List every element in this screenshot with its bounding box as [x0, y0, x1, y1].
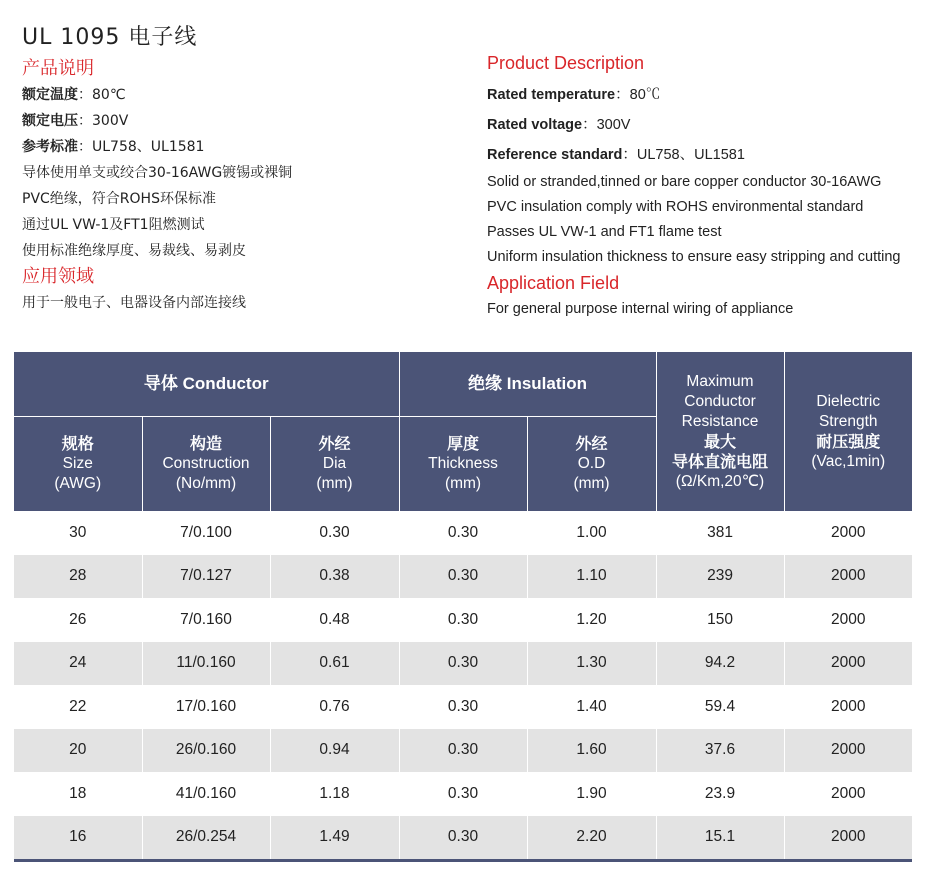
cell-construction: 26/0.160	[142, 729, 270, 773]
en-application-text: For general purpose internal wiring of appliance	[487, 301, 794, 317]
cn-rated-temp-label: 额定温度	[22, 87, 78, 103]
dielectric-header	[784, 352, 912, 511]
chinese-description	[22, 56, 462, 316]
table-row	[14, 598, 912, 642]
table-row	[14, 816, 912, 861]
cn-flame-test-line: 通过UL VW-1及FT1阻燃测试	[22, 217, 205, 233]
cell-size: 24	[14, 642, 142, 686]
en-rated-temp-label: Rated temperature	[487, 87, 616, 103]
en-rated-temp-value: ：80℃	[615, 87, 661, 103]
od-header	[527, 417, 656, 512]
table-row	[14, 642, 912, 686]
construction-header-unit: (No/mm)	[175, 475, 237, 492]
cell-od: 1.60	[527, 729, 656, 773]
cell-dia: 0.30	[270, 511, 399, 555]
max-res-line4: 最大	[704, 431, 737, 451]
cell-resistance: 239	[656, 555, 784, 599]
english-description	[487, 50, 927, 322]
cell-thickness: 0.30	[399, 772, 527, 816]
en-rated-voltage	[487, 110, 927, 140]
cn-description-heading: 产品说明	[22, 58, 94, 79]
en-insulation-line: PVC insulation comply with ROHS environmental standard	[487, 199, 864, 215]
construction-header-zh: 构造	[189, 434, 222, 453]
cell-thickness: 0.30	[399, 555, 527, 599]
size-header-en: Size	[62, 455, 93, 472]
cell-dielectric: 2000	[784, 816, 912, 861]
cell-od: 1.20	[527, 598, 656, 642]
cell-dielectric: 2000	[784, 511, 912, 555]
cell-construction: 7/0.127	[142, 555, 270, 599]
dia-header-en: Dia	[322, 455, 347, 472]
en-reference-value: ：UL758、UL1581	[622, 147, 745, 163]
size-header	[14, 417, 142, 512]
cn-reference-standard	[22, 134, 462, 160]
cell-dielectric: 2000	[784, 729, 912, 773]
table-row	[14, 772, 912, 816]
max-res-line5: 导体直流电阻	[672, 451, 769, 471]
dia-header-unit: (mm)	[316, 475, 353, 492]
conductor-group-header: 导体 Conductor	[14, 352, 399, 417]
thickness-header	[399, 417, 527, 512]
thickness-header-unit: (mm)	[444, 475, 482, 492]
cell-size: 28	[14, 555, 142, 599]
cell-size: 16	[14, 816, 142, 861]
cn-rated-voltage-label: 额定电压	[22, 113, 78, 129]
cell-construction: 26/0.254	[142, 816, 270, 861]
cell-dia: 0.76	[270, 685, 399, 729]
cell-thickness: 0.30	[399, 511, 527, 555]
size-header-unit: (AWG)	[54, 475, 102, 492]
cell-od: 1.30	[527, 642, 656, 686]
cell-construction: 7/0.100	[142, 511, 270, 555]
cell-dia: 0.38	[270, 555, 399, 599]
od-header-en: O.D	[577, 455, 606, 472]
od-header-unit: (mm)	[573, 475, 610, 492]
cell-construction: 41/0.160	[142, 772, 270, 816]
max-res-line3: Resistance	[681, 412, 759, 430]
cell-od: 1.10	[527, 555, 656, 599]
table-row	[14, 511, 912, 555]
cell-resistance: 381	[656, 511, 784, 555]
max-res-line2: Conductor	[684, 392, 756, 410]
cell-construction: 11/0.160	[142, 642, 270, 686]
table-row	[14, 685, 912, 729]
cn-application-heading: 应用领域	[22, 266, 94, 287]
cell-resistance: 150	[656, 598, 784, 642]
cn-insulation-line: PVC绝缘，符合ROHS环保标准	[22, 191, 216, 207]
cn-conductor-line: 导体使用单支或绞合30-16AWG镀锡或裸铜	[22, 165, 293, 181]
cn-rated-voltage	[22, 108, 462, 134]
dielectric-line1: Dielectric	[816, 392, 881, 410]
cell-dielectric: 2000	[784, 685, 912, 729]
cn-rated-temp-value: ：80℃	[78, 87, 126, 103]
cell-resistance: 94.2	[656, 642, 784, 686]
en-flame-test-line: Passes UL VW-1 and FT1 flame test	[487, 224, 722, 240]
page-title: UL 1095 电子线	[22, 25, 198, 50]
cn-reference-value: ：UL758、UL1581	[78, 139, 205, 155]
cell-size: 26	[14, 598, 142, 642]
dia-header-zh: 外经	[318, 434, 351, 453]
cell-thickness: 0.30	[399, 816, 527, 861]
thickness-header-en: Thickness	[428, 455, 498, 472]
en-reference-standard	[487, 140, 927, 170]
cell-dielectric: 2000	[784, 642, 912, 686]
cell-size: 18	[14, 772, 142, 816]
spec-table	[14, 352, 912, 862]
cell-dia: 1.49	[270, 816, 399, 861]
cn-application-text: 用于一般电子、电器设备内部连接线	[22, 295, 246, 311]
en-conductor-line: Solid or stranded,tinned or bare copper conductor 30-16AWG	[487, 174, 882, 190]
cell-od: 1.90	[527, 772, 656, 816]
max-resistance-header	[656, 352, 784, 511]
cell-dia: 0.48	[270, 598, 399, 642]
size-header-zh: 规格	[61, 434, 94, 453]
dielectric-line3: 耐压强度	[816, 431, 881, 451]
construction-header-en: Construction	[162, 455, 250, 472]
cell-resistance: 37.6	[656, 729, 784, 773]
en-reference-label: Reference standard	[487, 147, 623, 163]
en-application-heading: Application Field	[487, 273, 620, 293]
cn-rated-temperature	[22, 82, 462, 108]
cell-size: 22	[14, 685, 142, 729]
cell-od: 2.20	[527, 816, 656, 861]
cell-od: 1.00	[527, 511, 656, 555]
thickness-header-zh: 厚度	[447, 434, 480, 453]
insulation-group-header: 绝缘 Insulation	[399, 352, 656, 417]
en-rated-voltage-label: Rated voltage	[487, 117, 583, 133]
od-header-zh: 外经	[575, 434, 608, 453]
en-description-heading: Product Description	[487, 53, 645, 73]
cell-thickness: 0.30	[399, 729, 527, 773]
cell-dia: 1.18	[270, 772, 399, 816]
cell-dielectric: 2000	[784, 555, 912, 599]
cn-rated-voltage-value: ：300V	[78, 113, 129, 129]
cell-size: 30	[14, 511, 142, 555]
table-row	[14, 555, 912, 599]
cell-size: 20	[14, 729, 142, 773]
dielectric-line2: Strength	[818, 412, 878, 430]
cell-thickness: 0.30	[399, 598, 527, 642]
max-res-line1: Maximum	[686, 372, 754, 390]
construction-header	[142, 417, 270, 512]
dia-header	[270, 417, 399, 512]
cell-resistance: 15.1	[656, 816, 784, 861]
cell-resistance: 59.4	[656, 685, 784, 729]
en-rated-voltage-value: ：300V	[582, 117, 631, 133]
table-row	[14, 729, 912, 773]
cn-thickness-line: 使用标准绝缘厚度、易裁线、易剥皮	[22, 243, 246, 259]
cell-dia: 0.94	[270, 729, 399, 773]
cell-thickness: 0.30	[399, 642, 527, 686]
cell-construction: 17/0.160	[142, 685, 270, 729]
cell-construction: 7/0.160	[142, 598, 270, 642]
cell-thickness: 0.30	[399, 685, 527, 729]
en-rated-temperature	[487, 80, 927, 110]
en-thickness-line: Uniform insulation thickness to ensure easy stripping and cutting	[487, 249, 901, 265]
cell-dielectric: 2000	[784, 598, 912, 642]
cn-reference-label: 参考标准	[22, 139, 78, 155]
cell-resistance: 23.9	[656, 772, 784, 816]
dielectric-line4: (Vac,1min)	[811, 452, 886, 470]
cell-od: 1.40	[527, 685, 656, 729]
cell-dielectric: 2000	[784, 772, 912, 816]
max-res-line6: (Ω/Km,20℃)	[675, 472, 765, 490]
cell-dia: 0.61	[270, 642, 399, 686]
